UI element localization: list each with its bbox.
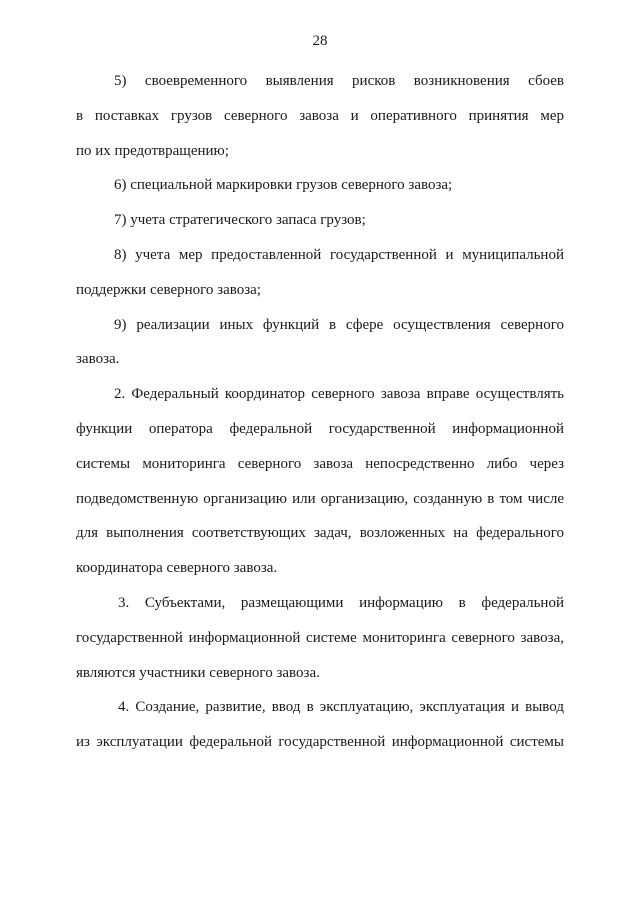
text-line: системы мониторинга северного завоза непосредственно либо через: [76, 455, 564, 472]
text-line: являются участники северного завоза.: [76, 664, 320, 681]
text-line: 8) учета мер предоставленной государственной и муниципальной: [114, 246, 564, 263]
text-line: завоза.: [76, 351, 120, 368]
text-line: в поставках грузов северного завоза и оперативного принятия мер: [76, 107, 564, 124]
text-line: для выполнения соответствующих задач, возложенных на федерального: [76, 525, 564, 542]
text-line: подведомственную организацию или организацию, созданную в том числе: [76, 490, 564, 507]
text-line: 7) учета стратегического запаса грузов;: [114, 212, 366, 229]
document-body: [76, 64, 564, 760]
text-line: 9) реализации иных функций в сфере осуществления северного: [114, 316, 564, 333]
text-line: поддержки северного завоза;: [76, 281, 261, 298]
text-line: 6) специальной маркировки грузов северного завоза;: [114, 177, 453, 194]
text-line: функции оператора федеральной государственной информационной: [76, 420, 564, 437]
text-line: государственной информационной системе мониторинга северного завоза,: [76, 629, 564, 646]
text-line: 4. Создание, развитие, ввод в эксплуатацию, эксплуатация и вывод: [118, 699, 564, 716]
text-line: 5) своевременного выявления рисков возникновения сбоев: [114, 73, 564, 89]
text-line: 3. Субъектами, размещающими информацию в федеральной: [118, 594, 564, 611]
text-line: из эксплуатации федеральной государственной информационной системы: [76, 734, 564, 751]
text-line: координатора северного завоза.: [76, 560, 278, 577]
page-number: 28: [312, 33, 328, 49]
text-line: 2. Федеральный координатор северного завоза вправе осуществлять: [114, 386, 564, 403]
text-line: по их предотвращению;: [76, 142, 229, 159]
